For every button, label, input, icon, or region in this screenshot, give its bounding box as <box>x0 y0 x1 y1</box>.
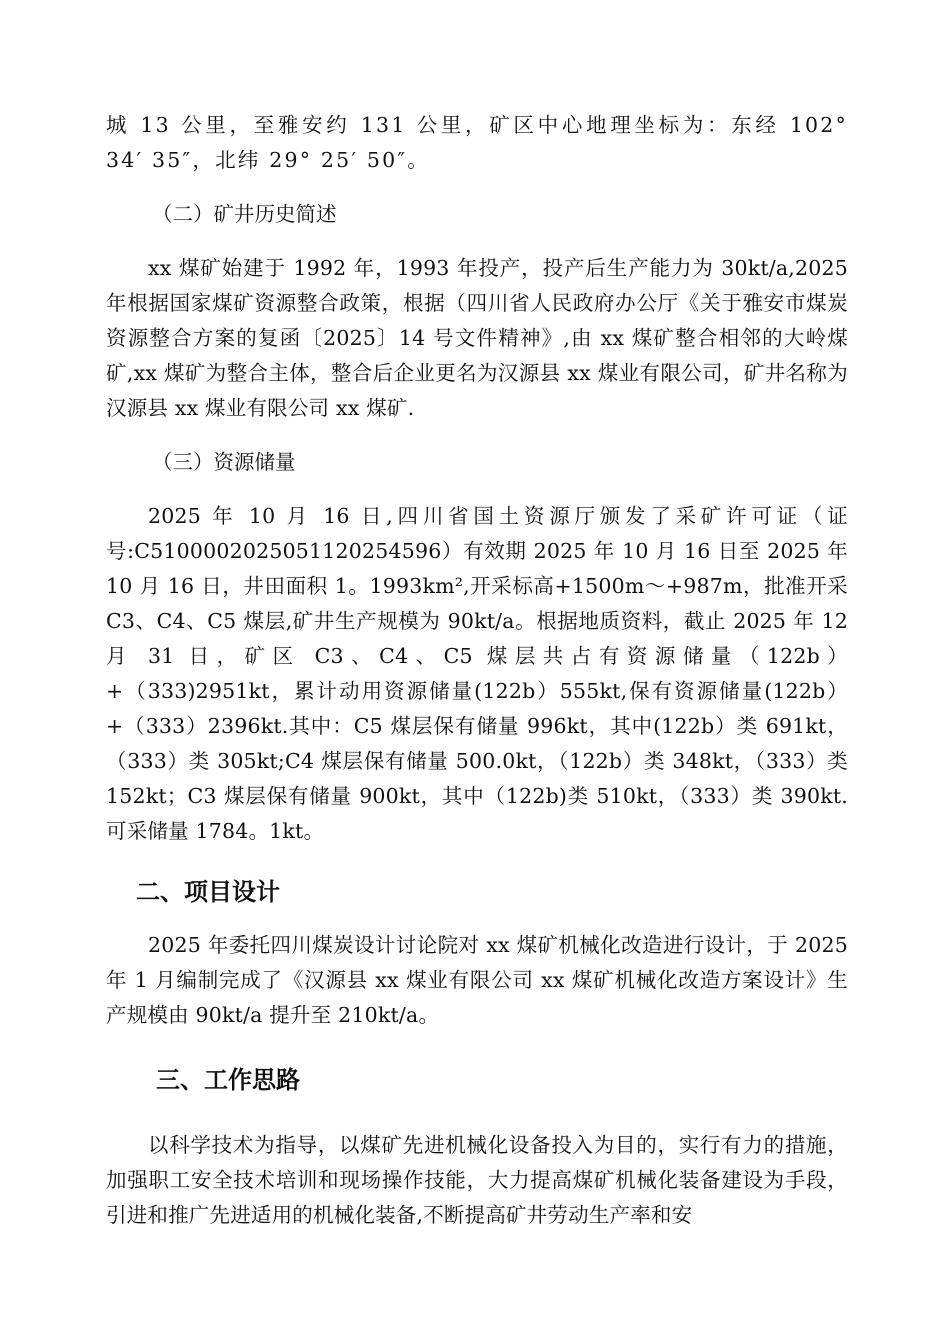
history-subheading: （二）矿井历史简述 <box>152 202 337 226</box>
approach-paragraph: 以科学技术为指导，以煤矿先进机械化设备投入为目的，实行有力的措施，加强职工安全技术培训和现场操作技能，大力提高煤矿机械化装备建设为手段，引进和推广先进适用的机械化装备,不断提高矿井劳动生产率和安 <box>106 1133 848 1227</box>
design-paragraph: 2025 年委托四川煤炭设计讨论院对 xx 煤矿机械化改造进行设计，于 2025 年 1 月编制完成了《汉源县 xx 煤业有限公司 xx 煤矿机械化改造方案设计》生产规模由 90kt/a 提升至 210kt/a。 <box>106 933 848 1027</box>
reserves-paragraph: 2025 年 10 月 16 日,四川省国土资源厅颁发了采矿许可证（证号:C5100002025051120254596）有效期 2025 年 10 月 16 日至 2025 年 10 月 16 日，井田面积 1。1993km²,开采标高+1500m～+987m，批准开采 C3、C4、C5 煤层,矿井生产规模为 90kt/a。根据地质资料，截止 2025 年 12 月 31 日，矿区 C3、C4、C5 煤层共占有资源储量（122b）+（333)2951kt，累计动用资源储量(122b）555kt,保有资源储量(122b）+（333）2396kt.其中：C5 煤层保有储量 996kt，其中(122b）类 691kt，（333）类 305kt;C4 煤层保有储量 500.0kt，（122b）类 348kt，（333）类 152kt；C3 煤层保有储量 900kt，其中（122b)类 510kt，（333）类 390kt.可采储量 1784。1kt。 <box>106 504 848 843</box>
approach-heading: 三、工作思路 <box>156 1066 300 1094</box>
design-heading: 二、项目设计 <box>136 878 280 906</box>
reserves-subheading: （三）资源储量 <box>152 450 296 474</box>
document-page <box>106 108 848 1233</box>
intro-paragraph: 城 13 公里，至雅安约 131 公里，矿区中心地理坐标为：东经 102° 34′ 35″，北纬 29° 25′ 50″。 <box>106 113 848 172</box>
history-paragraph: xx 煤矿始建于 1992 年，1993 年投产，投产后生产能力为 30kt/a,2025 年根据国家煤矿资源整合政策，根据（四川省人民政府办公厅《关于雅安市煤炭资源整合方案的复函〔2025〕14 号文件精神》,由 xx 煤矿整合相邻的大岭煤矿,xx 煤矿为整合主体，整合后企业更名为汉源县 xx 煤业有限公司，矿井名称为汉源县 xx 煤业有限公司 xx 煤矿. <box>106 256 848 420</box>
